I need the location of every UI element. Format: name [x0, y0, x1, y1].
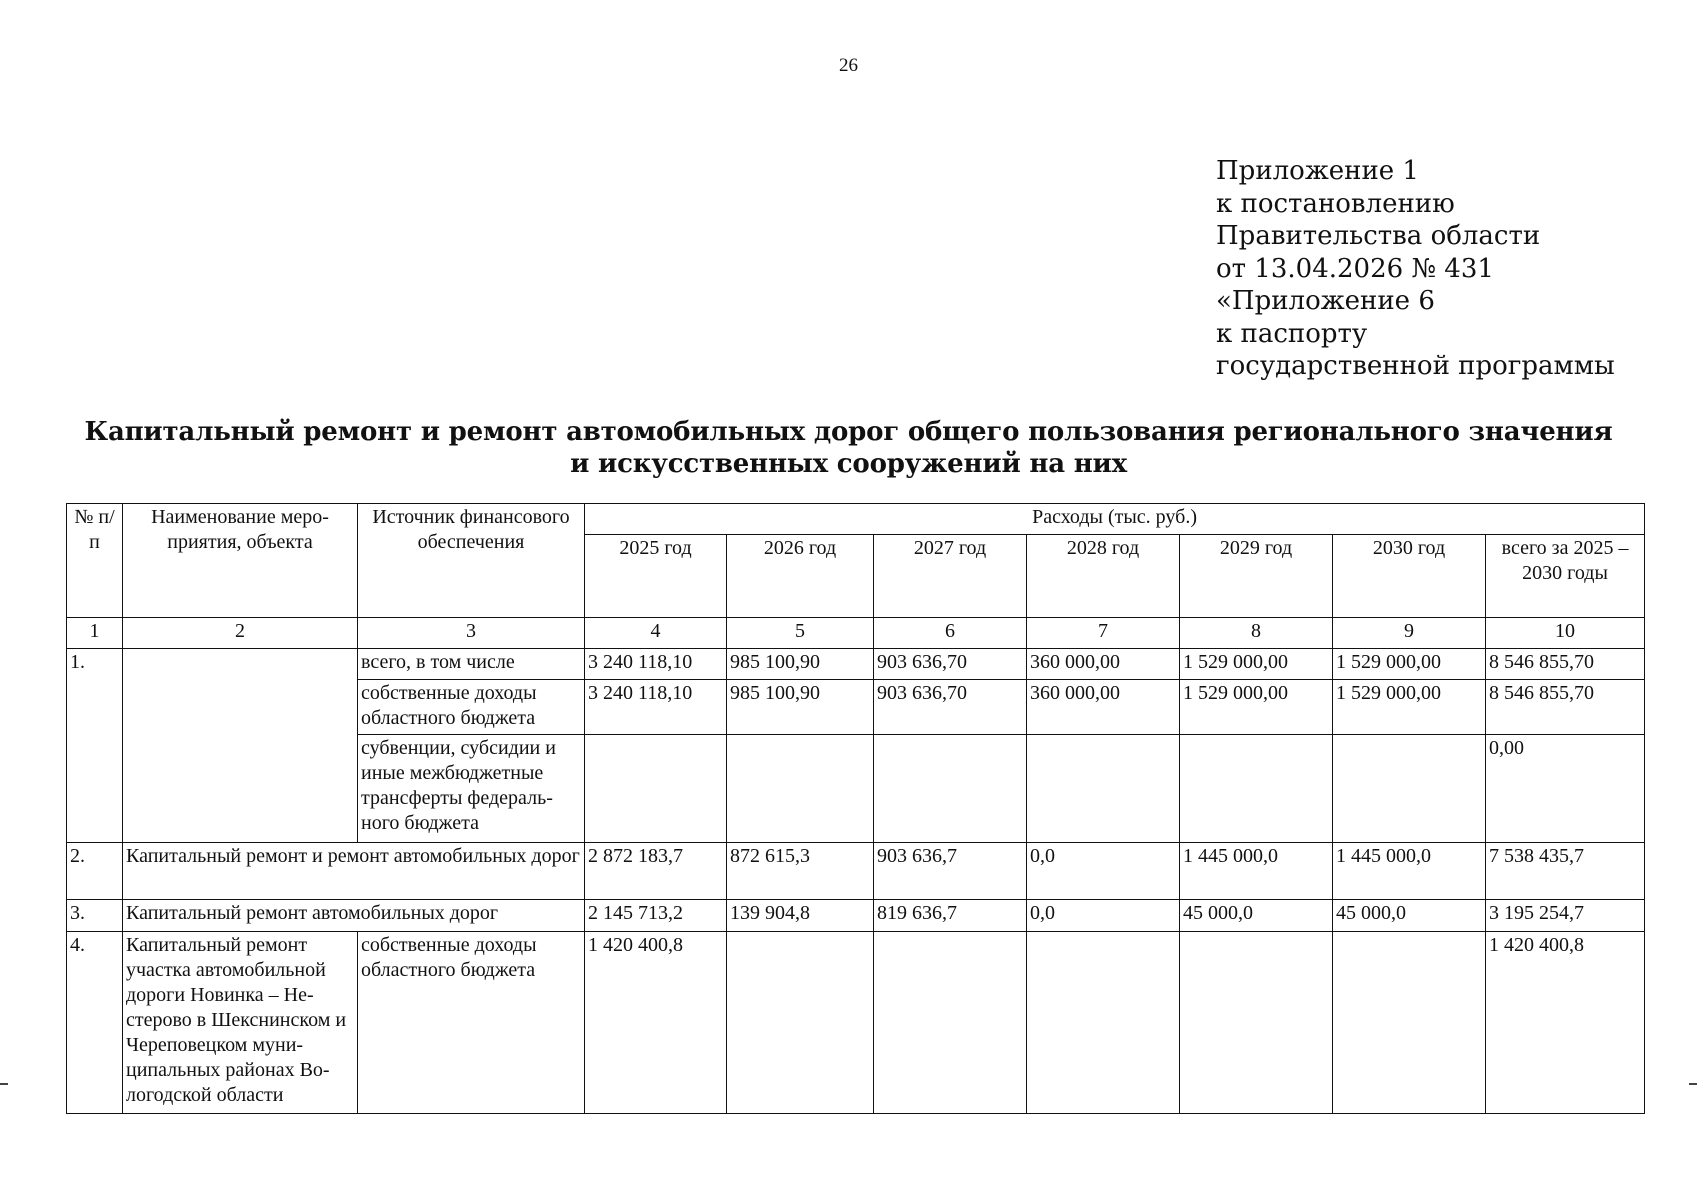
appendix-line: «Приложение 6 [1216, 286, 1435, 316]
column-number: 5 [727, 618, 874, 649]
header-year: 2028 год [1027, 535, 1180, 618]
header-year: 2029 год [1180, 535, 1333, 618]
value-cell: 819 636,7 [874, 900, 1027, 932]
value-cell: 1 420 400,8 [585, 932, 727, 1114]
value-cell [727, 735, 874, 843]
column-number: 10 [1486, 618, 1645, 649]
row-source: собственные доходы областного бюджета [358, 932, 585, 1114]
value-cell [585, 735, 727, 843]
value-cell [1027, 735, 1180, 843]
row-name [123, 649, 358, 843]
value-cell: 139 904,8 [727, 900, 874, 932]
title-line: Капитальный ремонт и ремонт автомобильных дорог общего пользования регионального значения [84, 417, 1613, 447]
value-cell: 0,00 [1486, 735, 1645, 843]
title-line: и искусственных сооружений на них [570, 449, 1127, 479]
column-number: 2 [123, 618, 358, 649]
header-year: 2026 год [727, 535, 874, 618]
page-number: 26 [839, 55, 858, 76]
value-cell: 872 615,3 [727, 843, 874, 900]
value-cell [874, 735, 1027, 843]
row-number: 1. [67, 649, 123, 843]
value-cell: 903 636,70 [874, 649, 1027, 680]
row-number: 4. [67, 932, 123, 1114]
appendix-line: Приложение 1 [1216, 156, 1419, 186]
value-cell [1180, 932, 1333, 1114]
value-cell: 45 000,0 [1333, 900, 1486, 932]
table-row [67, 932, 1645, 1114]
value-cell: 8 546 855,70 [1486, 680, 1645, 735]
value-cell: 3 195 254,7 [1486, 900, 1645, 932]
table-row [67, 900, 1645, 932]
row-name: Капитальный ремонт участка автомобильной дороги Новинка – Не-стерово в Шекснинском и Череповецком муни-ципальных районах Во-логодской области [123, 932, 358, 1114]
value-cell: 985 100,90 [727, 649, 874, 680]
scan-edge-mark [1689, 1083, 1697, 1085]
row-source: собственные доходы областного бюджета [358, 680, 585, 735]
header-num: № п/п [67, 504, 123, 618]
column-number: 6 [874, 618, 1027, 649]
header-name: Наименование меро-приятия, объекта [123, 504, 358, 618]
value-cell: 360 000,00 [1027, 649, 1180, 680]
value-cell: 1 420 400,8 [1486, 932, 1645, 1114]
value-cell [1180, 735, 1333, 843]
document-title [0, 416, 1697, 480]
appendix-line: к постановлению [1216, 188, 1455, 219]
value-cell: 0,0 [1027, 843, 1180, 900]
value-cell: 360 000,00 [1027, 680, 1180, 735]
value-cell [727, 932, 874, 1114]
header-source: Источник финансового обеспечения [358, 504, 585, 618]
row-source: всего, в том числе [358, 649, 585, 680]
value-cell: 0,0 [1027, 900, 1180, 932]
row-source: субвенции, субсидии и иные межбюджетные трансферты федераль-ного бюджета [358, 735, 585, 843]
value-cell: 2 872 183,7 [585, 843, 727, 900]
column-number: 9 [1333, 618, 1486, 649]
value-cell: 1 529 000,00 [1180, 649, 1333, 680]
value-cell: 1 529 000,00 [1333, 680, 1486, 735]
header-expenses: Расходы (тыс. руб.) [585, 504, 1645, 535]
header-year: 2030 год [1333, 535, 1486, 618]
column-number: 1 [67, 618, 123, 649]
expenses-table [66, 503, 1645, 1114]
value-cell: 3 240 118,10 [585, 649, 727, 680]
value-cell: 985 100,90 [727, 680, 874, 735]
value-cell [874, 932, 1027, 1114]
table-row [67, 649, 1645, 680]
value-cell: 1 445 000,0 [1180, 843, 1333, 900]
value-cell: 3 240 118,10 [585, 680, 727, 735]
value-cell: 8 546 855,70 [1486, 649, 1645, 680]
row-name: Капитальный ремонт и ремонт автомобильных дорог [123, 843, 585, 900]
row-number: 3. [67, 900, 123, 932]
value-cell [1333, 735, 1486, 843]
header-total: всего за 2025 – 2030 годы [1486, 535, 1645, 618]
appendix-block [1216, 155, 1615, 383]
header-year: 2027 год [874, 535, 1027, 618]
value-cell: 1 529 000,00 [1333, 649, 1486, 680]
value-cell: 1 445 000,0 [1333, 843, 1486, 900]
value-cell: 903 636,70 [874, 680, 1027, 735]
value-cell: 2 145 713,2 [585, 900, 727, 932]
appendix-line: от 13.04.2026 № 431 [1216, 253, 1494, 284]
column-number: 4 [585, 618, 727, 649]
appendix-line: государственной программы [1216, 351, 1615, 381]
appendix-line: к паспорту [1216, 318, 1368, 349]
appendix-line: Правительства области [1216, 221, 1541, 251]
row-name: Капитальный ремонт автомобильных дорог [123, 900, 585, 932]
value-cell: 45 000,0 [1180, 900, 1333, 932]
row-number: 2. [67, 843, 123, 900]
header-year: 2025 год [585, 535, 727, 618]
column-number: 8 [1180, 618, 1333, 649]
value-cell: 1 529 000,00 [1180, 680, 1333, 735]
column-number: 7 [1027, 618, 1180, 649]
value-cell: 903 636,7 [874, 843, 1027, 900]
column-number: 3 [358, 618, 585, 649]
scan-edge-mark [0, 1083, 8, 1085]
value-cell [1027, 932, 1180, 1114]
value-cell [1333, 932, 1486, 1114]
value-cell: 7 538 435,7 [1486, 843, 1645, 900]
table-row [67, 843, 1645, 900]
